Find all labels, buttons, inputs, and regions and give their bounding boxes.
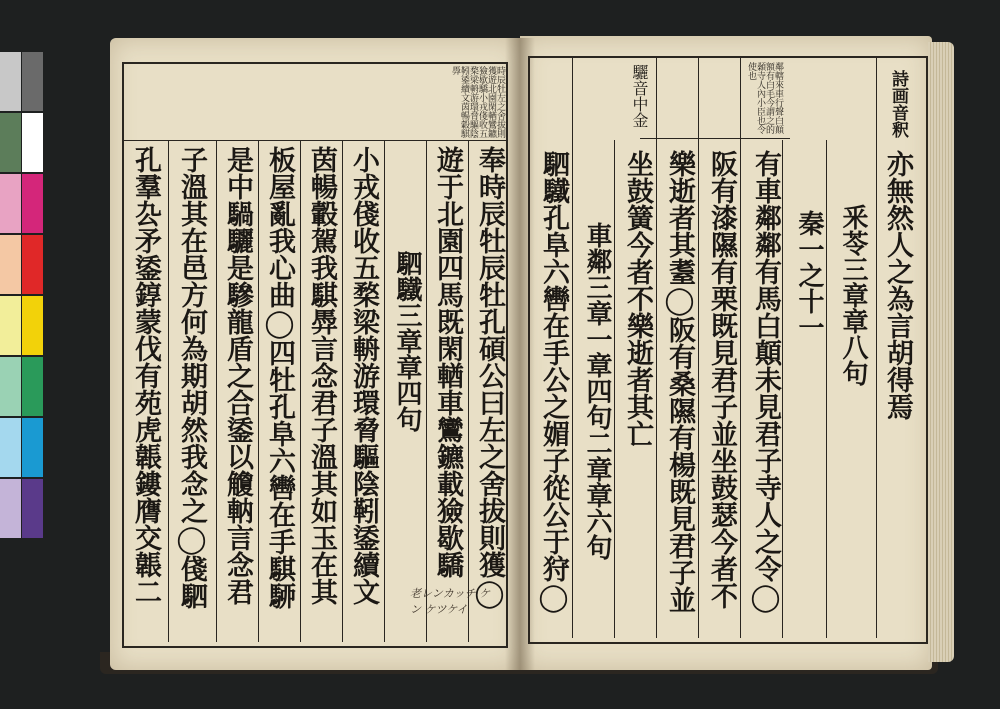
color-patch xyxy=(22,113,43,172)
color-patch xyxy=(22,52,43,111)
rule xyxy=(468,140,469,642)
text-column: 奉時辰牡辰牡孔碩公曰左之舍拔則獲◯ xyxy=(474,146,505,609)
text-column: 有車鄰鄰有馬白顛未見君子寺人之令◯ xyxy=(750,150,781,613)
rule xyxy=(426,140,427,642)
text-column: 駟驖孔阜六轡在手公之媚子從公于狩◯ xyxy=(538,150,569,613)
color-patch xyxy=(22,479,43,538)
color-patch xyxy=(0,296,21,355)
color-patch xyxy=(0,113,21,172)
text-column: 板屋亂我心曲◯四牡孔阜六轡在手騏駵 xyxy=(264,146,295,609)
rule xyxy=(572,58,573,638)
section-heading: 駟驖三章章四句 xyxy=(392,250,422,432)
color-patch xyxy=(22,235,43,294)
text-column: 樂逝者其耋◯阪有桑隰有楊既見君子並 xyxy=(664,150,695,613)
section-heading: 秦一之十一 xyxy=(794,210,824,340)
text-column: 子溫其在邑方何為期胡然我念之◯俴駟 xyxy=(176,146,207,609)
section-heading: 釆苓三章章八句 xyxy=(838,204,868,386)
color-patch xyxy=(22,418,43,477)
rule xyxy=(782,140,783,638)
color-patch xyxy=(0,235,21,294)
left-top-notes: 時辰牡左之舍拔則獲遊北園閑輶鸞鑣獫歇驕小戎俴收五楘梁輈游環脅驅陰靷鋈續文茵暢轂騏馵 xyxy=(450,66,505,138)
right-small-heading: 驪音中金 xyxy=(630,64,649,128)
rule xyxy=(826,140,827,638)
color-patch xyxy=(0,357,21,416)
rule xyxy=(656,58,657,638)
color-checker-strip xyxy=(0,52,44,540)
text-column: 茵暢轂駕我騏馵言念君子溫其如玉在其 xyxy=(306,146,337,605)
rule xyxy=(300,140,301,642)
handwritten-annotation: 老レンカッチ ケン ケツケイ xyxy=(410,587,491,616)
rule xyxy=(216,140,217,642)
page-edges xyxy=(928,42,954,662)
color-patch xyxy=(0,174,21,233)
section-heading: 車鄰三章一章四句二章章六句 xyxy=(582,222,612,560)
text-column: 小戎俴收五楘梁輈游環脅驅陰靷鋈續文 xyxy=(348,146,379,605)
running-title: 詩画音釈 xyxy=(888,70,908,138)
text-column: 是中騧驪是驂龍盾之合鋈以觼軜言念君 xyxy=(222,146,253,605)
color-patch xyxy=(22,357,43,416)
rule xyxy=(698,58,699,638)
left-notes-divider xyxy=(122,140,506,141)
rule xyxy=(342,140,343,642)
rule xyxy=(258,140,259,642)
text-column: 遊于北園四馬既閑輶車鸞鑣載獫歇驕 xyxy=(432,146,463,578)
rule xyxy=(876,58,877,638)
color-patch xyxy=(22,174,43,233)
color-patch xyxy=(0,52,21,111)
rule xyxy=(740,58,741,638)
color-patch xyxy=(0,418,21,477)
text-column: 坐鼓簧今者不樂逝者其亡 xyxy=(622,150,653,447)
color-patch xyxy=(22,296,43,355)
rule xyxy=(384,140,385,642)
text-column: 孔羣厹矛鋈錞蒙伐有苑虎韔鏤膺交韔二 xyxy=(130,146,161,605)
text-column: 亦無然人之為言胡得焉 xyxy=(882,150,913,420)
right-top-notes: 鄰轄來車行聲白顛額有白毛今謂之的顙寺人內小臣也令使也 xyxy=(746,62,783,134)
rule xyxy=(614,140,615,638)
rule xyxy=(168,140,169,642)
text-column: 阪有漆隰有栗既見君子並坐鼓瑟今者不 xyxy=(706,150,737,609)
color-patch xyxy=(0,479,21,538)
right-notes-divider xyxy=(640,138,790,139)
